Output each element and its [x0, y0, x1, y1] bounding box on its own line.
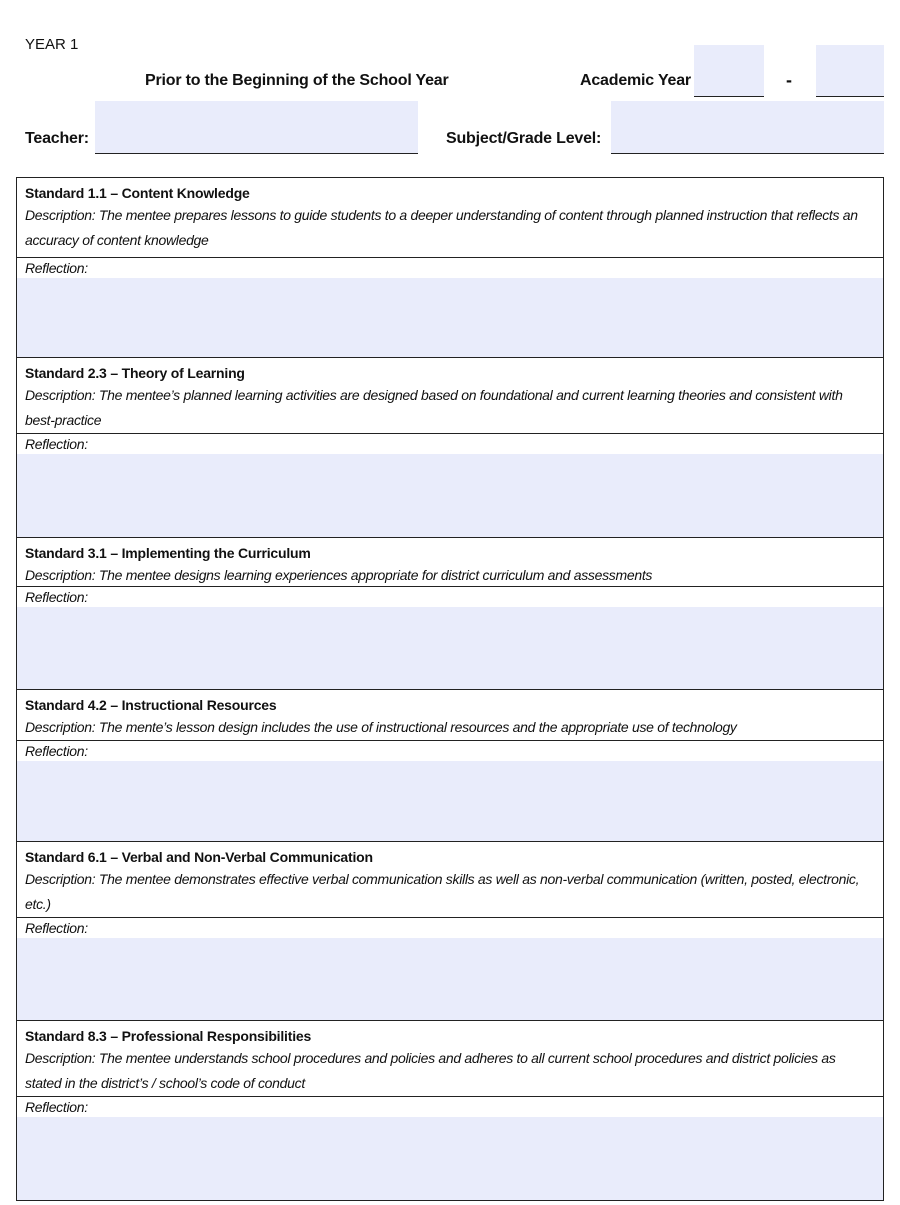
teacher-field[interactable] — [95, 101, 418, 154]
subject-grade-field[interactable] — [611, 101, 884, 154]
teacher-label: Teacher: — [25, 130, 89, 147]
reflection-field[interactable] — [17, 278, 883, 357]
reflection-cell — [17, 918, 883, 1021]
standard-description: Description: The mentee demonstrates effective verbal communication skills as well as non-verbal communication (written, posted, electronic, etc.) — [25, 871, 860, 912]
form-title: Prior to the Beginning of the School Year — [145, 72, 449, 89]
academic-year-start-field[interactable] — [694, 45, 764, 97]
standard-title: Standard 2.3 – Theory of Learning — [25, 365, 245, 381]
standard-title: Standard 4.2 – Instructional Resources — [25, 697, 277, 713]
academic-year-separator: - — [786, 70, 792, 90]
reflection-cell — [17, 258, 883, 358]
reflection-field[interactable] — [17, 454, 883, 537]
reflection-field[interactable] — [17, 607, 883, 689]
academic-year-label: Academic Year — [580, 72, 691, 89]
standard-header — [17, 178, 883, 258]
reflection-cell — [17, 1097, 883, 1201]
reflection-input[interactable] — [17, 938, 883, 1020]
reflection-input[interactable] — [17, 607, 883, 689]
standard-description: Description: The mentee understands school procedures and policies and adheres to all current school procedures and district policies as stated in the district’s / school’s code of conduct — [25, 1050, 836, 1091]
standard-title: Standard 6.1 – Verbal and Non-Verbal Communication — [25, 849, 373, 865]
reflection-label: Reflection: — [25, 589, 88, 605]
reflection-label: Reflection: — [25, 436, 88, 452]
subject-grade-label: Subject/Grade Level: — [446, 130, 602, 147]
standard-description: Description: The mentee prepares lessons to guide students to a deeper understanding of content through planned instruction that reflects an accuracy of content knowledge — [25, 207, 858, 248]
reflection-input[interactable] — [17, 278, 883, 357]
subject-grade-input[interactable] — [611, 101, 884, 153]
teacher-input[interactable] — [95, 101, 418, 153]
standard-title: Standard 1.1 – Content Knowledge — [25, 185, 250, 201]
reflection-label: Reflection: — [25, 920, 88, 936]
standard-header — [17, 358, 883, 434]
academic-year-end-field[interactable] — [816, 45, 884, 97]
reflection-cell — [17, 434, 883, 538]
academic-year-start-input[interactable] — [694, 45, 764, 96]
standard-description: Description: The mente’s lesson design includes the use of instructional resources and the appropriate use of technology — [25, 719, 737, 735]
reflection-input[interactable] — [17, 761, 883, 841]
standard-header — [17, 1021, 883, 1097]
standard-header — [17, 538, 883, 587]
reflection-field[interactable] — [17, 761, 883, 841]
academic-year-end-input[interactable] — [816, 45, 884, 96]
reflection-input[interactable] — [17, 1117, 883, 1200]
standard-title: Standard 3.1 – Implementing the Curriculum — [25, 545, 311, 561]
reflection-field[interactable] — [17, 938, 883, 1020]
reflection-label: Reflection: — [25, 1099, 88, 1115]
reflection-label: Reflection: — [25, 743, 88, 759]
standard-header — [17, 842, 883, 918]
year-label: YEAR 1 — [25, 36, 79, 53]
reflection-input[interactable] — [17, 454, 883, 537]
reflection-cell — [17, 741, 883, 842]
reflection-label: Reflection: — [25, 260, 88, 276]
standard-description: Description: The mentee’s planned learning activities are designed based on foundational and current learning theories and consistent with best-practice — [25, 387, 843, 428]
standard-title: Standard 8.3 – Professional Responsibilities — [25, 1028, 312, 1044]
reflection-field[interactable] — [17, 1117, 883, 1200]
standard-description: Description: The mentee designs learning experiences appropriate for district curriculum and assessments — [25, 567, 653, 583]
standards-table — [16, 177, 884, 1201]
reflection-cell — [17, 587, 883, 690]
standard-header — [17, 690, 883, 741]
